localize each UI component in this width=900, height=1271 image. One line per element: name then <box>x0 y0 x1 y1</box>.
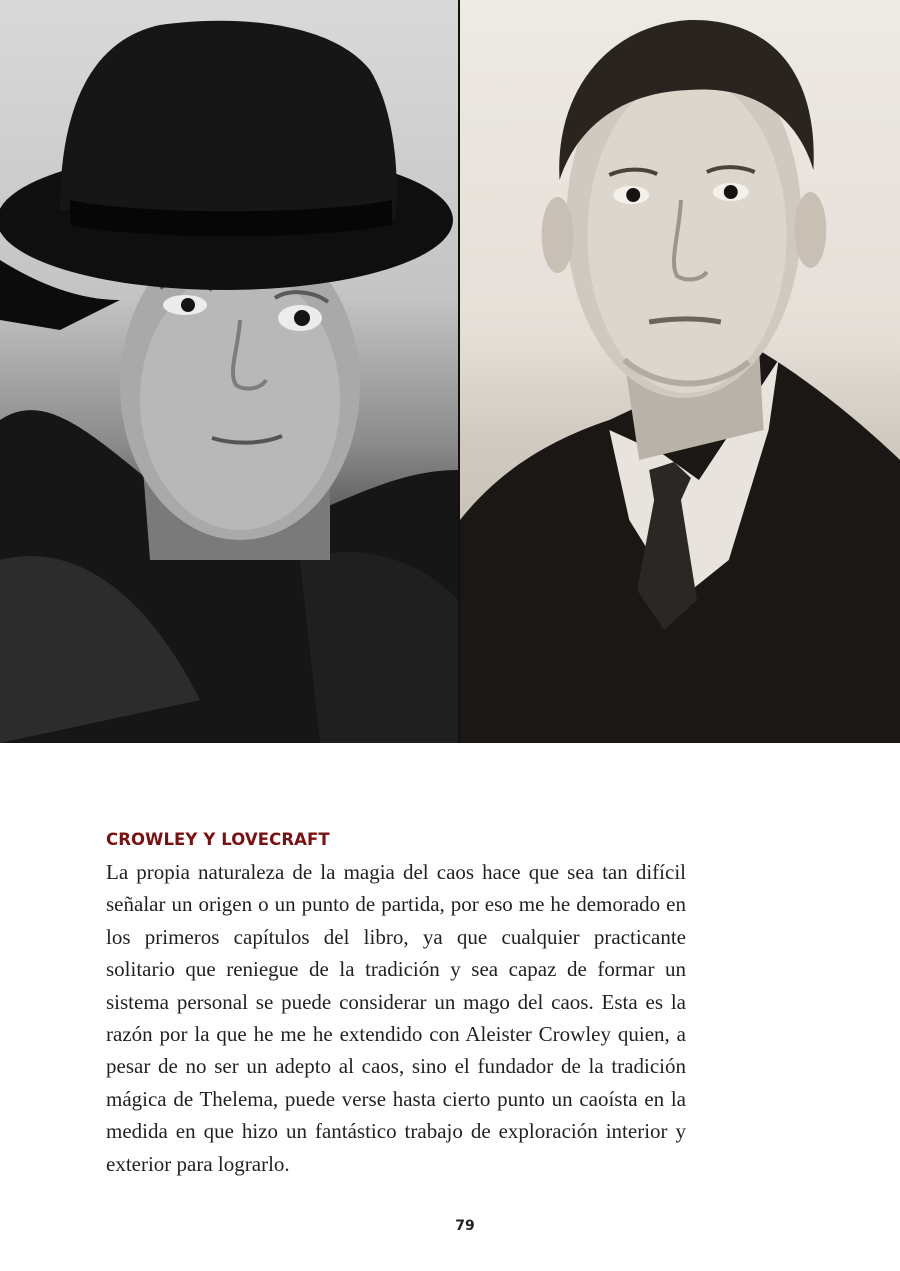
hat-portrait-illustration <box>0 0 458 743</box>
section-heading: CROWLEY Y LOVECRAFT <box>106 830 330 849</box>
page-number: 79 <box>455 1218 475 1234</box>
body-paragraph: La propia naturaleza de la magia del caos hace que sea tan difícil señalar un origen o un punto de partida, por eso me he demorado en los primeros capítulos del libro, ya que cualquier practicante solitario que reniegue de la tradición y sea capaz de formar un sistema personal se puede considerar un mago del caos. Esta es la razón por la que he me he extendido con Aleister Crowley quien, a pesar de no ser un adepto al caos, sino el fundador de la tradición mágica de Thelema, puede verse hasta cierto punto un caoísta en la medida en que hizo un fantástico trabajo de exploración interior y exterior para lograrlo. <box>106 860 686 1176</box>
suit-portrait-illustration <box>460 0 900 743</box>
photo-man-in-hat <box>0 0 458 743</box>
photo-man-in-suit <box>458 0 900 743</box>
